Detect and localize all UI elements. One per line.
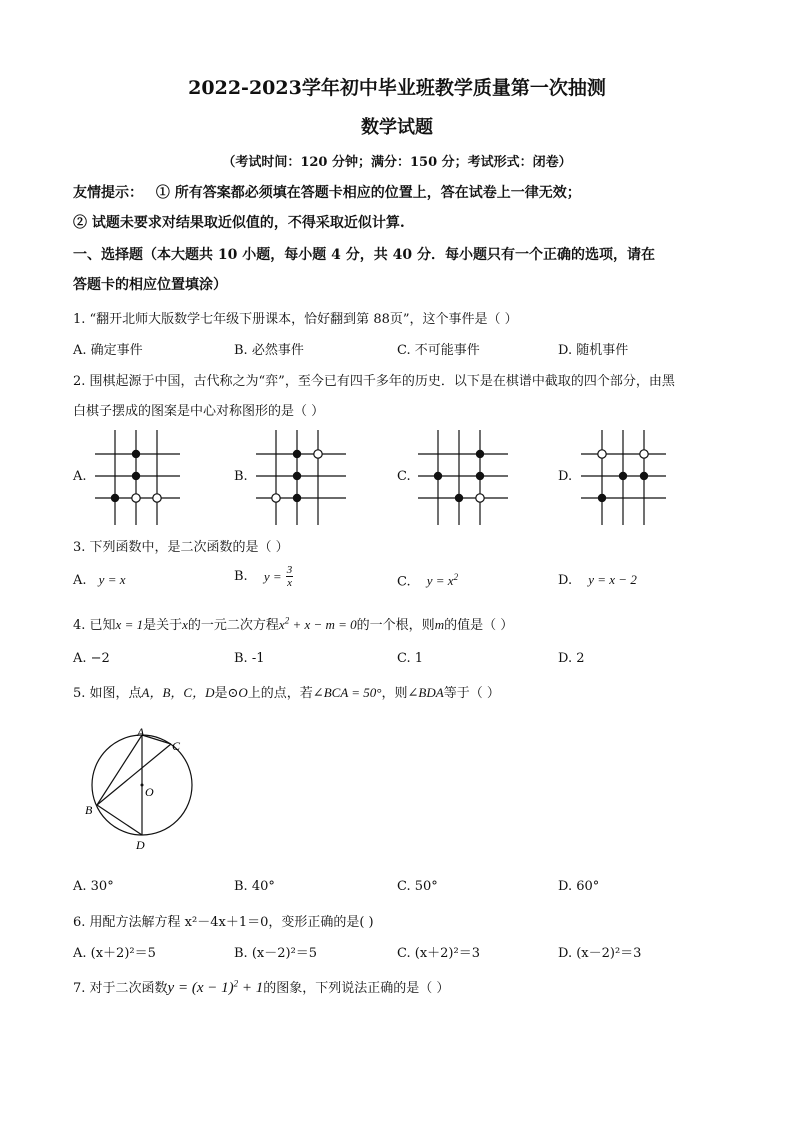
circle-figure [80, 725, 210, 855]
tip1-text: 所有答案都必须填在答题卡相应的位置上，答在试卷上一律无效； [174, 185, 581, 201]
white-stone [272, 494, 280, 502]
q4-option-d: D. 2 [558, 651, 585, 666]
black-stone [619, 472, 627, 480]
q2-option-a-label: A. [73, 469, 87, 484]
tip2-mark: ② [73, 215, 87, 231]
black-stone [640, 472, 648, 480]
label-c: C [172, 739, 181, 753]
q1-option-a: A. 确定事件 [73, 343, 143, 358]
section1-heading-line1: 一、选择题（本大题共 10 小题，每小题 4 分，共 40 分．每小题只有一个正确的选项，请在 [73, 247, 655, 263]
segment-ab [97, 735, 142, 805]
black-stone [434, 472, 442, 480]
go-board-a [95, 430, 180, 525]
tip2-text: 试题未要求对结果取近似值的，不得采取近似计算. [91, 215, 405, 231]
q2-option-c-label: C. [397, 469, 411, 484]
label-o: O [145, 785, 154, 799]
q3-option-b-lhs: y = [263, 568, 282, 584]
label-a: A [137, 725, 145, 739]
q5-option-d: D. 60° [558, 879, 600, 894]
white-stone [314, 450, 322, 458]
black-stone [293, 494, 301, 502]
q2-option-b-label: B. [234, 469, 248, 484]
q6-option-b: B. (x－2)²＝5 [234, 946, 318, 961]
q1-option-b: B. 必然事件 [234, 343, 304, 358]
white-stone [476, 494, 484, 502]
q4-option-b: B. -1 [234, 651, 265, 666]
q5-option-b: B. 40° [234, 879, 275, 894]
q4-stem: 4. 已知x = 1是关于x的一元二次方程$x^2 + x - m = 0$的一个根，则m的值是（ ） [73, 615, 514, 633]
q3-option-c: C. $y = x^2$ [397, 572, 459, 590]
q5-option-c: C. 50° [397, 879, 438, 894]
black-stone [476, 450, 484, 458]
tips-label: 友情提示： [73, 185, 143, 201]
q3-option-a: A. y = x [73, 572, 126, 588]
black-stone [455, 494, 463, 502]
black-stone [132, 450, 140, 458]
black-stone [111, 494, 119, 502]
tips-block [73, 182, 581, 202]
center-point [141, 784, 144, 787]
tip2-line [73, 212, 405, 232]
q1-option-c: C. 不可能事件 [397, 343, 480, 358]
label-d: D [136, 838, 145, 852]
q5-option-a: A. 30° [73, 879, 114, 894]
go-board-d [581, 430, 666, 525]
black-stone [293, 450, 301, 458]
q2-stem-line1: 2. 围棋起源于中国，古代称之为“弈”，至今已有四千多年的历史．以下是在棋谱中截取的四个部分，由黑 [73, 374, 675, 389]
q7-stem: 7. 对于二次函数$y = (x - 1)^2 + 1$的图象，下列说法正确的是（ ） [73, 978, 450, 996]
segment-bc [97, 744, 171, 805]
segment-ac [142, 735, 171, 744]
section1-heading-line2: 答题卡的相应位置填涂） [73, 277, 227, 293]
q3-stem: 3. 下列函数中，是二次函数的是（ ） [73, 540, 289, 555]
exam-title: 2022-2023学年初中毕业班教学质量第一次抽测 [188, 77, 606, 99]
label-b: B [85, 803, 93, 817]
q1-option-d: D. 随机事件 [558, 343, 629, 358]
exam-info: （考试时间：120 分钟；满分：150 分；考试形式：闭卷） [222, 155, 572, 170]
q3-option-b-fraction: $\frac{3}{x}$ [286, 564, 293, 589]
black-stone [293, 472, 301, 480]
black-stone [598, 494, 606, 502]
white-stone [132, 494, 140, 502]
q4-option-a: A. −2 [73, 651, 110, 666]
q5-stem: 5. 如图，点A，B，C，D是⊙O上的点，若∠BCA = 50°，则∠BDA等于（ ） [73, 685, 500, 701]
white-stone [598, 450, 606, 458]
white-stone [153, 494, 161, 502]
q3-option-a-math: y = x [98, 572, 126, 587]
go-board-c [418, 430, 508, 525]
q3-option-d: D. y = x − 2 [558, 572, 637, 588]
subject-title: 数学试题 [361, 117, 433, 138]
black-stone [132, 472, 140, 480]
tip1-mark: ① [155, 185, 170, 201]
q6-option-d: D. (x－2)²＝3 [558, 946, 642, 961]
q2-option-d-label: D. [558, 469, 573, 484]
q6-option-c: C. (x＋2)²＝3 [397, 946, 480, 961]
q4-option-c: C. 1 [397, 651, 424, 666]
white-stone [640, 450, 648, 458]
segment-bd [97, 805, 142, 835]
q6-stem: 6. 用配方法解方程 x²－4x＋1＝0，变形正确的是( ) [73, 915, 374, 930]
black-stone [476, 472, 484, 480]
q1-stem: 1. “翻开北师大版数学七年级下册课本，恰好翻到第 88页”，这个事件是（ ） [73, 312, 518, 327]
q6-option-a: A. (x＋2)²＝5 [73, 946, 156, 961]
go-board-b [256, 430, 346, 525]
q3-option-b: B. y = $\frac{3}{x}$ [234, 564, 293, 589]
q2-stem-line2: 白棋子摆成的图案是中心对称图形的是（ ） [73, 404, 325, 419]
